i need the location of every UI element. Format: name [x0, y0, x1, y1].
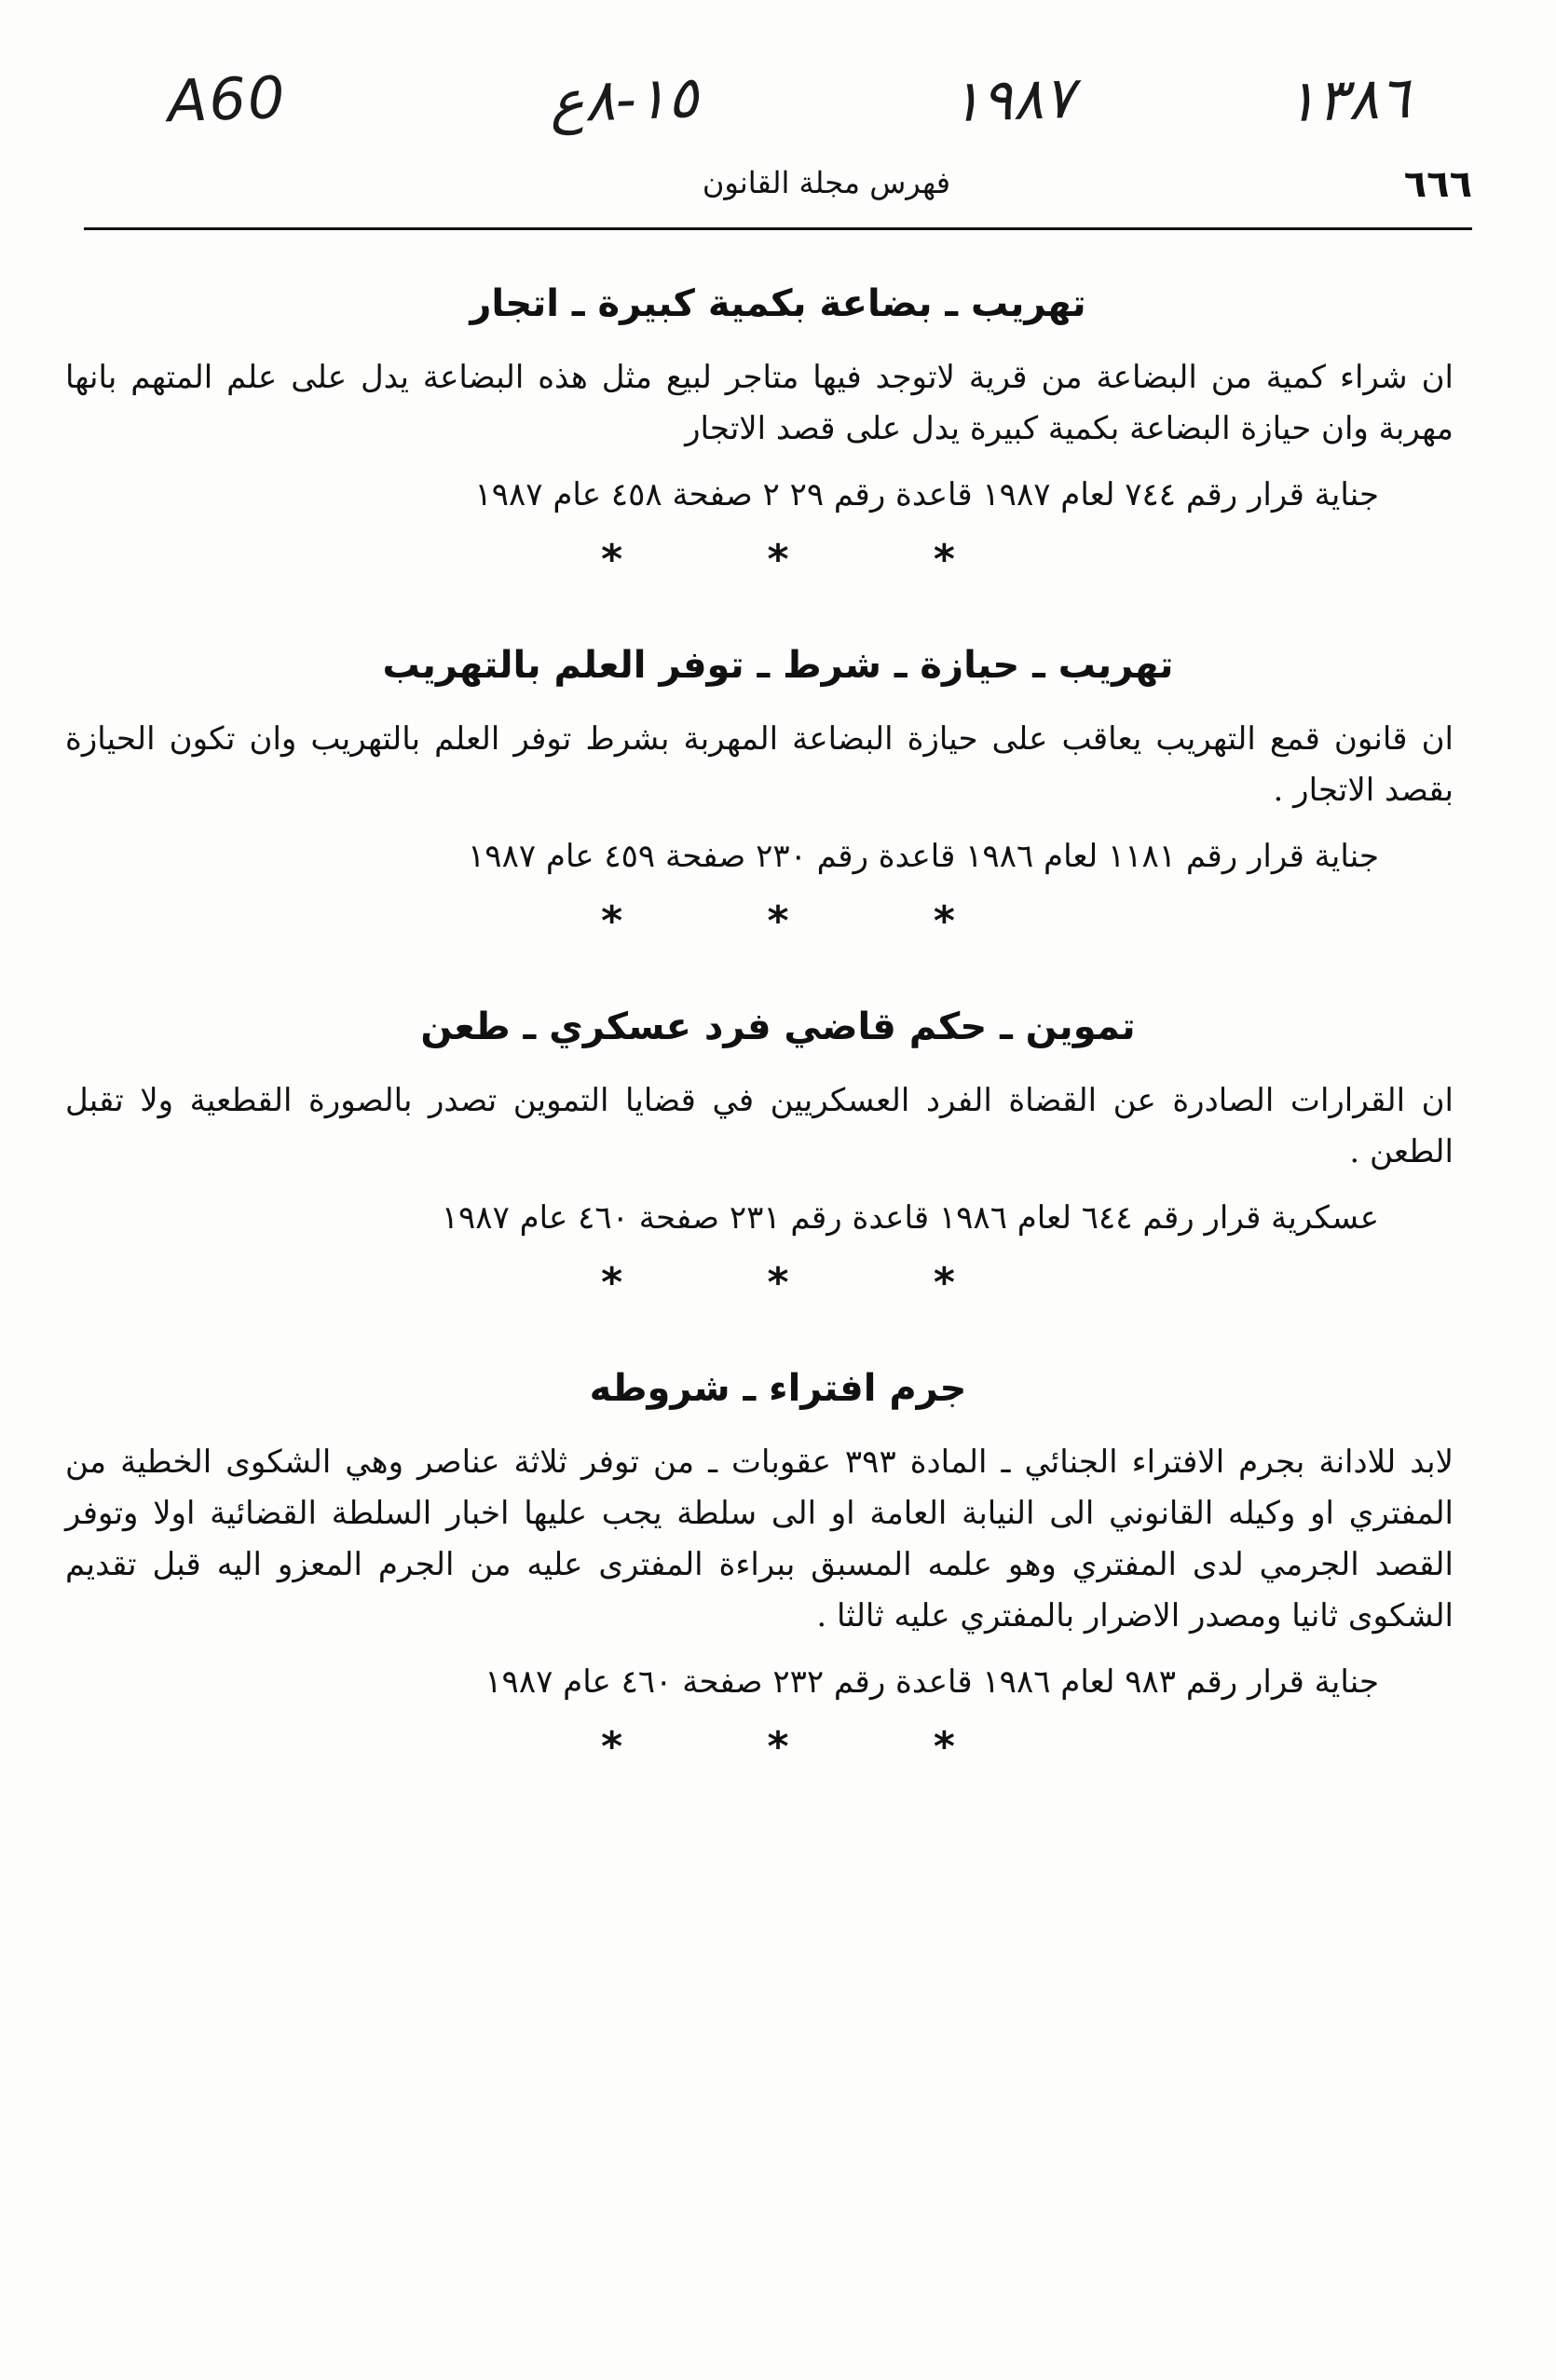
handwritten-mark: ١٩٨٧ — [949, 62, 1076, 136]
entry-text: ان القرارات الصادرة عن القضاة الفرد العسكريين في قضايا التموين تصدر بالصورة القطعية ولا تقبل الطعن . — [65, 1081, 1454, 1170]
entries-list — [65, 280, 1491, 1828]
entry-text: لابد للادانة بجرم الافتراء الجنائي ـ المادة ٣٩٣ عقوبات ـ من توفر ثلاثة عناصر وهي الشكوى الخطية من المفتري او وكيله القانوني الى النيابة العامة او الى سلطة يجب عليها اخبار السلطة القضائية اولا وتوفر القصد الجرمي لدى المفتري وهو علمه المسبق ببراءة المفترى عليه من الجرم المعزو اليه قبل تقديم الشكوى ثانيا ومصدر الاضرار بالمفتري عليه ثالثا . — [65, 1443, 1454, 1635]
header-divider — [84, 227, 1472, 230]
entry-citation: عسكرية قرار رقم ٦٤٤ لعام ١٩٨٦ قاعدة رقم ٢٣١ صفحة ٤٦٠ عام ١٩٨٧ — [441, 1199, 1379, 1238]
handwritten-mark: A60 — [166, 62, 288, 136]
handwritten-mark: ١٥-٨ع — [548, 62, 700, 136]
asterisk-separator: * * * — [601, 1259, 1020, 1307]
entry-title: تهريب ـ حيازة ـ شرط ـ توفر العلم بالتهريب — [382, 643, 1174, 687]
entry-citation: جناية قرار رقم ٩٨٣ لعام ١٩٨٦ قاعدة رقم ٢٣٢ صفحة ٤٦٠ عام ١٩٨٧ — [485, 1663, 1379, 1702]
entry-citation: جناية قرار رقم ١١٨١ لعام ١٩٨٦ قاعدة رقم ٢٣٠ صفحة ٤٥٩ عام ١٩٨٧ — [468, 838, 1379, 876]
entry — [65, 280, 1491, 585]
entry — [65, 1364, 1491, 1772]
entry-text: ان شراء كمية من البضاعة من قرية لاتوجد فيها متاجر لبيع مثل هذه البضاعة يدل على علم المتهم بانها مهربة وان حيازة البضاعة بكمية كبيرة يدل على قصد الاتجار — [65, 359, 1454, 448]
entry-title: جرم افتراء ـ شروطه — [589, 1366, 967, 1410]
handwritten-archive-marks — [166, 62, 1435, 168]
header-title: فهرس مجلة القانون — [702, 165, 950, 200]
asterisk-separator: * * * — [601, 1723, 1020, 1771]
entry-text: ان قانون قمع التهريب يعاقب على حيازة البضاعة المهربة بشرط توفر العلم بالتهريب وان تكون الحيازة بقصد الاتجار . — [65, 719, 1454, 810]
entry-title: تموين ـ حكم قاضي فرد عسكري ـ طعن — [420, 1005, 1136, 1048]
handwritten-mark: ١٣٨٦ — [1284, 62, 1412, 136]
entry-citation: جناية قرار رقم ٧٤٤ لعام ١٩٨٧ قاعدة رقم ٢٩ ٢ صفحة ٤٥٨ عام ١٩٨٧ — [474, 476, 1379, 514]
entry — [65, 1003, 1491, 1308]
entry-title: تهريب ـ بضاعة بكمية كبيرة ـ اتجار — [470, 282, 1086, 325]
running-header — [84, 163, 1472, 228]
page-number: ٦٦٦ — [1403, 163, 1472, 206]
asterisk-separator: * * * — [601, 536, 1020, 584]
entry — [65, 641, 1491, 947]
asterisk-separator: * * * — [601, 897, 1020, 946]
